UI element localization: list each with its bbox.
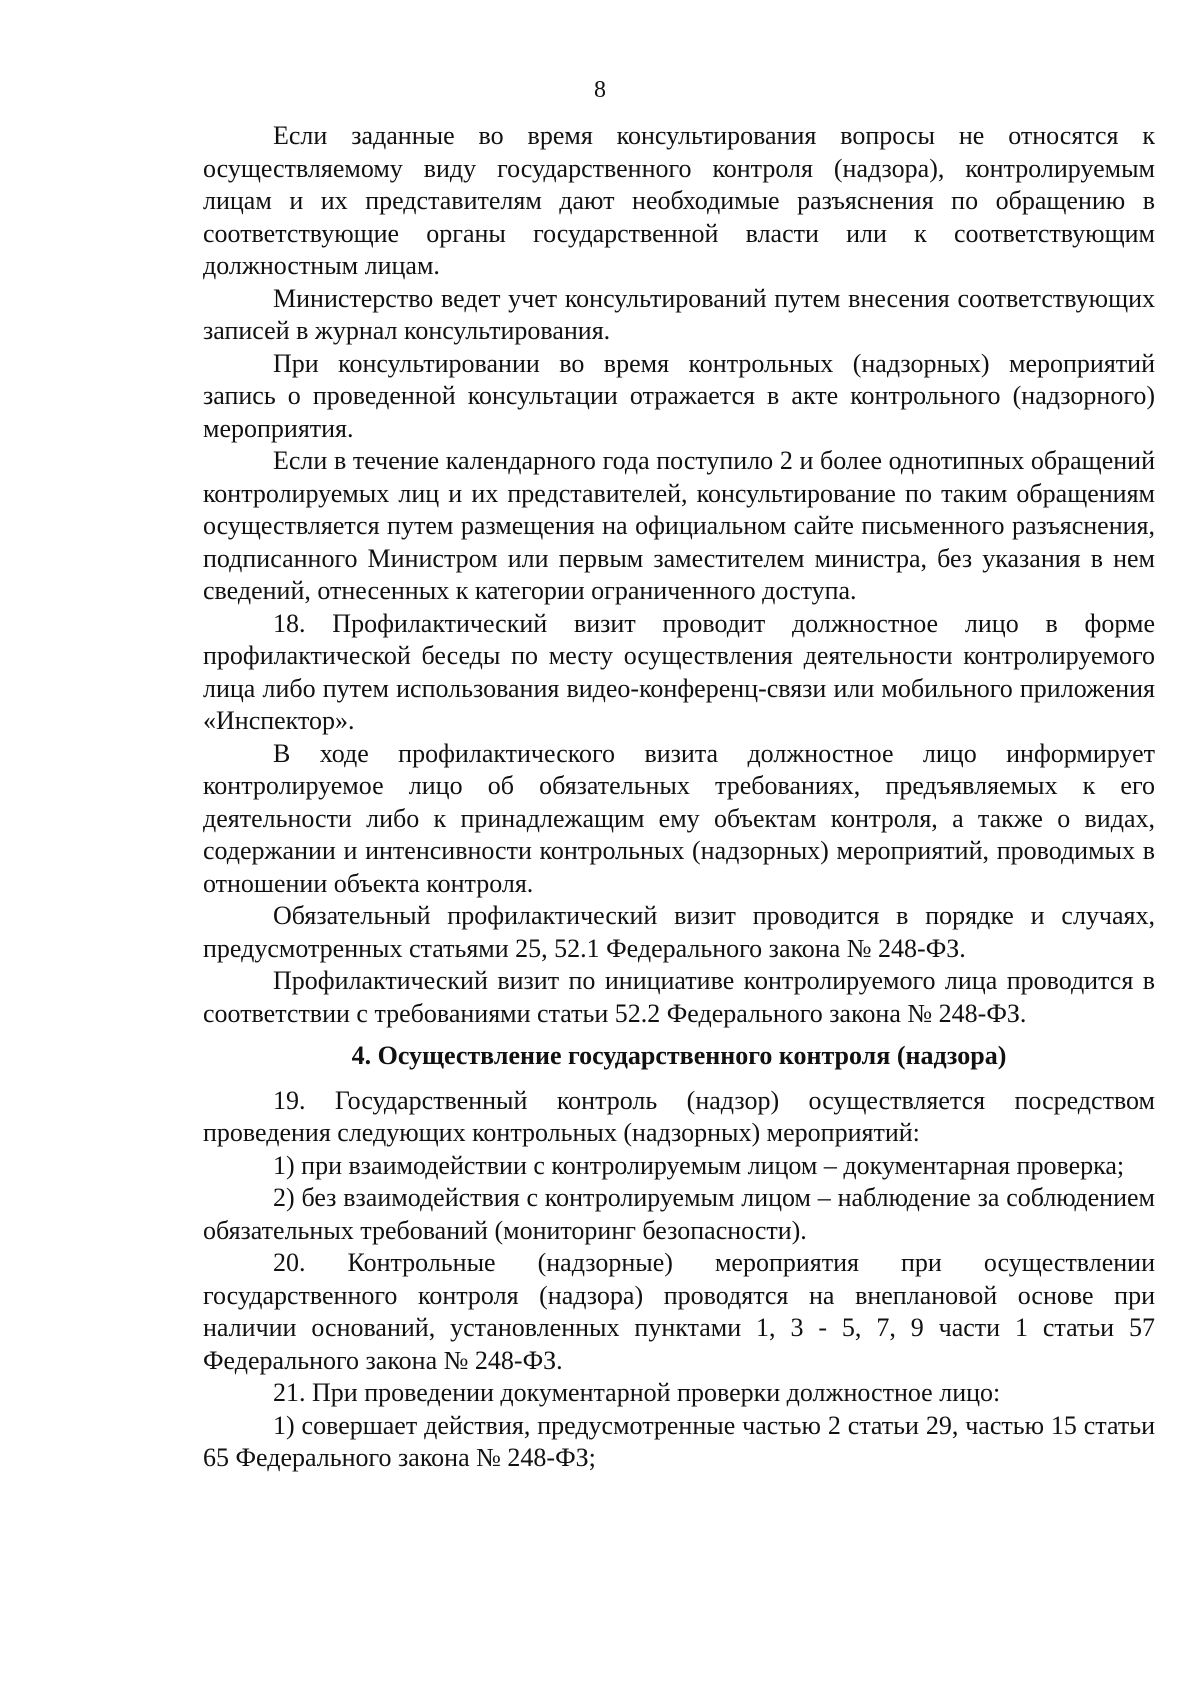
paragraph-consultation-record: При консультировании во время контрольных (надзорных) мероприятий запись о проведенной консультации отражается в акте контрольного (надзорного) мероприятия. xyxy=(203,348,1155,443)
paragraph-item-19-subitem-1: 1) при взаимодействии с контролируемым лицом – документарная проверка; xyxy=(273,1150,1125,1180)
paragraph-consultation-unrelated-questions: Если заданные во время консультирования вопросы не относятся к осуществляемому виду государственного контроля (надзора), контролируемым лицам и их представителям дают необходимые разъяснения по обращению в соответствующие органы государственной власти или к соответствующим должностным лицам. xyxy=(203,121,1155,280)
paragraph-item-20: 20. Контрольные (надзорные) мероприятия при осуществлении государственного контроля (надзора) проводятся на внеплановой основе при наличии оснований, установленных пунктами 1, 3 - 5, 7, 9 части 1 статьи 57 Федерального закона № 248-ФЗ. xyxy=(203,1248,1155,1375)
paragraph-consultation-log: Министерство ведет учет консультирований путем внесения соответствующих записей в журнал консультирования. xyxy=(203,283,1155,345)
paragraph-item-19-subitem-2: 2) без взаимодействия с контролируемым лицом – наблюдение за соблюдением обязательных требований (мониторинг безопасности). xyxy=(203,1183,1155,1245)
paragraph-item-18: 18. Профилактический визит проводит должностное лицо в форме профилактической беседы по месту осуществления деятельности контролируемого лица либо путем использования видео-конференц-связи или мобильного приложения «Инспектор». xyxy=(203,608,1155,735)
paragraph-mandatory-visit: Обязательный профилактический визит проводится в порядке и случаях, предусмотренных статьями 25, 52.1 Федерального закона № 248-ФЗ. xyxy=(203,901,1155,963)
paragraph-visit-information: В ходе профилактического визита должностное лицо информирует контролируемое лицо об обязательных требованиях, предъявляемых к его деятельности либо к принадлежащим ему объектам контроля, а также о видах, содержании и интенсивности контрольных (надзорных) мероприятий, проводимых в отношении объекта контроля. xyxy=(203,738,1155,898)
paragraph-item-21: 21. При проведении документарной проверки должностное лицо: xyxy=(273,1378,1001,1407)
document-body xyxy=(203,120,1155,1475)
paragraph-item-21-subitem-1: 1) совершает действия, предусмотренные частью 2 статьи 29, частью 15 статьи 65 Федерального закона № 248-ФЗ; xyxy=(203,1410,1155,1472)
paragraph-visit-on-initiative: Профилактический визит по инициативе контролируемого лица проводится в соответствии с требованиями статьи 52.2 Федерального закона № 248-ФЗ. xyxy=(203,966,1155,1028)
page-number: 8 xyxy=(594,77,606,103)
paragraph-item-19: 19. Государственный контроль (надзор) осуществляется посредством проведения следующих контрольных (надзорных) мероприятий: xyxy=(203,1085,1155,1147)
section-heading: 4. Осуществление государственного контроля (надзора) xyxy=(351,1041,1007,1070)
paragraph-written-clarification: Если в течение календарного года поступило 2 и более однотипных обращений контролируемых лиц и их представителей, консультирование по таким обращениям осуществляется путем размещения на официальном сайте письменного разъяснения, подписанного Министром или первым заместителем министра, без указания в нем сведений, отнесенных к категории ограниченного доступа. xyxy=(203,446,1155,605)
